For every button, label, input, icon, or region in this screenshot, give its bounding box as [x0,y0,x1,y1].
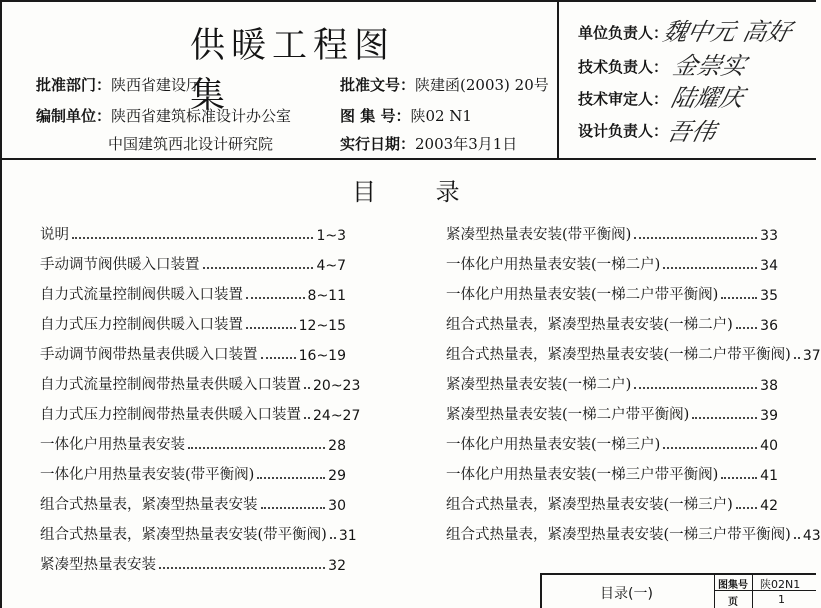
toc-leader-dots [692,417,757,419]
toc-leader-dots [261,507,326,509]
toc-entry [446,304,778,334]
toc-entry [40,304,346,334]
toc-entry-title: 组合式热量表，紧凑型热量表安装(一梯二户带平衡阀) [446,347,791,363]
toc-leader-dots [794,537,800,539]
toc-leader-dots [261,357,296,359]
toc-leader-dots [330,537,336,539]
toc-entry [446,454,778,484]
toc-leader-dots [72,237,313,239]
responsible-label-3: 技术审定人： [578,90,669,108]
toc-entry-title: 组合式热量表，紧凑型热量表安装(一梯三户) [446,497,733,513]
toc-entry [40,544,346,574]
approve-dept: 批准部门：陕西省建设厅 [36,76,202,94]
toc-entry [446,514,821,544]
toc-entry-title: 紧凑型热量表安装(带平衡阀) [446,227,632,243]
toc-entry-title: 自力式流量控制阀供暖入口装置 [40,287,243,303]
signature-2: 金崇实 [670,52,749,80]
toc-leader-dots [736,327,757,329]
toc-entry-page: 24~27 [313,408,361,424]
toc-right-column [446,214,821,544]
toc-entry [40,514,357,544]
toc-entry-page: 36 [760,318,778,334]
toc-entry-page: 40 [760,438,778,454]
toc-entry [40,424,346,454]
toc-entry [40,484,346,514]
toc-entry-page: 28 [328,438,346,454]
toc-entry-page: 33 [760,228,778,244]
toc-leader-dots [663,447,757,449]
toc-entry [40,334,346,364]
toc-entry-title: 说明 [40,227,69,243]
toc-entry-title: 组合式热量表，紧凑型热量表安装(带平衡阀) [40,527,327,543]
sheet-name: 目录(一) [600,586,653,602]
toc-leader-dots [721,297,757,299]
toc-entry-page: 8~11 [307,288,346,304]
toc-leader-dots [304,387,310,389]
toc-entry [446,334,821,364]
toc-entry-title: 自力式压力控制阀带热量表供暖入口装置 [40,407,301,423]
toc-entry-page: 34 [760,258,778,274]
toc-leader-dots [304,417,310,419]
toc-entry-page: 20~23 [313,378,361,394]
responsible-label-4: 设计负责人： [578,122,669,140]
toc-entry-title: 一体化户用热量表安装(一梯二户) [446,257,661,273]
toc-entry-title: 手动调节阀带热量表供暖入口装置 [40,347,258,363]
toc-entry-page: 29 [328,468,346,484]
toc-entry-page: 38 [760,378,778,394]
toc-entry-page: 12~15 [298,318,346,334]
toc-leader-dots [257,477,325,479]
toc-entry [40,214,346,244]
atlas-no: 图 集 号：陕02 N1 [340,107,472,125]
left-border [0,0,2,608]
toc-leader-dots [159,567,325,569]
titleblock-top [540,573,816,575]
toc-entry-title: 组合式热量表，紧凑型热量表安装(一梯三户带平衡阀) [446,527,791,543]
toc-entry [446,394,778,424]
header-divider [0,158,816,160]
toc-entry-page: 30 [328,498,346,514]
tb-atlas-label: 图集号 [718,580,748,591]
signature-1: 魏中元 高好 [660,18,795,46]
tb-page: 1 [778,593,785,606]
toc-entry-page: 35 [760,288,778,304]
toc-entry-page: 1~3 [316,228,346,244]
tb-atlas-no: 陕02N1 [760,578,801,591]
toc-entry-page: 4~7 [316,258,346,274]
toc-entry [40,454,346,484]
toc-entry-page: 32 [328,558,346,574]
toc-entry-title: 组合式热量表，紧凑型热量表安装(一梯二户) [446,317,733,333]
toc-entry [40,274,346,304]
toc-entry [446,214,778,244]
toc-entry [40,364,361,394]
toc-entry-title: 一体化户用热量表安装(带平衡阀) [40,467,255,483]
toc-heading: 目 录 [352,178,486,206]
toc-entry-title: 一体化户用热量表安装(一梯三户带平衡阀) [446,467,719,483]
toc-entry [446,244,778,274]
toc-leader-dots [246,297,305,299]
toc-entry [446,274,778,304]
toc-leader-dots [203,267,314,269]
toc-entry-page: 42 [760,498,778,514]
toc-leader-dots [721,477,757,479]
toc-entry [446,484,778,514]
titleblock-left [540,573,542,608]
approve-doc: 批准文号：陕建函(2003) 20号 [340,76,549,94]
toc-entry [40,244,346,274]
toc-leader-dots [188,447,325,449]
toc-entry-title: 组合式热量表，紧凑型热量表安装 [40,497,258,513]
toc-entry [446,364,778,394]
toc-entry [40,394,361,424]
toc-entry-title: 紧凑型热量表安装(一梯二户带平衡阀) [446,407,690,423]
compiler: 编制单位：陕西省建筑标准设计办公室 [36,107,292,125]
responsible-label-1: 单位负责人： [578,24,669,42]
toc-entry-page: 31 [338,528,357,544]
signature-3: 陆耀庆 [668,84,747,112]
responsible-divider [557,0,559,159]
toc-leader-dots [663,267,757,269]
toc-entry-page: 39 [760,408,778,424]
responsible-label-2: 技术负责人： [578,58,669,76]
toc-entry-page: 16~19 [298,348,346,364]
toc-entry-title: 一体化户用热量表安装(一梯三户) [446,437,661,453]
toc-leader-dots [794,357,800,359]
toc-entry-title: 紧凑型热量表安装 [40,557,156,573]
compiler-2: 中国建筑西北设计研究院 [108,135,274,153]
toc-entry-title: 自力式流量控制阀带热量表供暖入口装置 [40,377,301,393]
toc-entry-title: 手动调节阀供暖入口装置 [40,257,200,273]
toc-entry-page: 41 [760,468,778,484]
toc-leader-dots [736,507,757,509]
toc-leader-dots [634,237,757,239]
tb-page-label: 页 [728,597,738,608]
toc-left-column [40,214,361,574]
toc-entry-title: 一体化户用热量表安装(一梯二户带平衡阀) [446,287,719,303]
toc-entry-title: 一体化户用热量表安装 [40,437,185,453]
top-border [0,0,816,2]
toc-entry-title: 自力式压力控制阀供暖入口装置 [40,317,243,333]
toc-entry-page: 37 [802,348,821,364]
signature-4: 吾伟 [664,118,719,146]
toc-entry [446,424,778,454]
toc-leader-dots [246,327,296,329]
toc-leader-dots [634,387,757,389]
toc-entry-page: 43 [802,528,821,544]
toc-entry-title: 紧凑型热量表安装(一梯二户) [446,377,632,393]
effective-date: 实行日期：2003年3月1日 [340,135,518,153]
page-title: 供暖工程图集 [190,26,396,116]
